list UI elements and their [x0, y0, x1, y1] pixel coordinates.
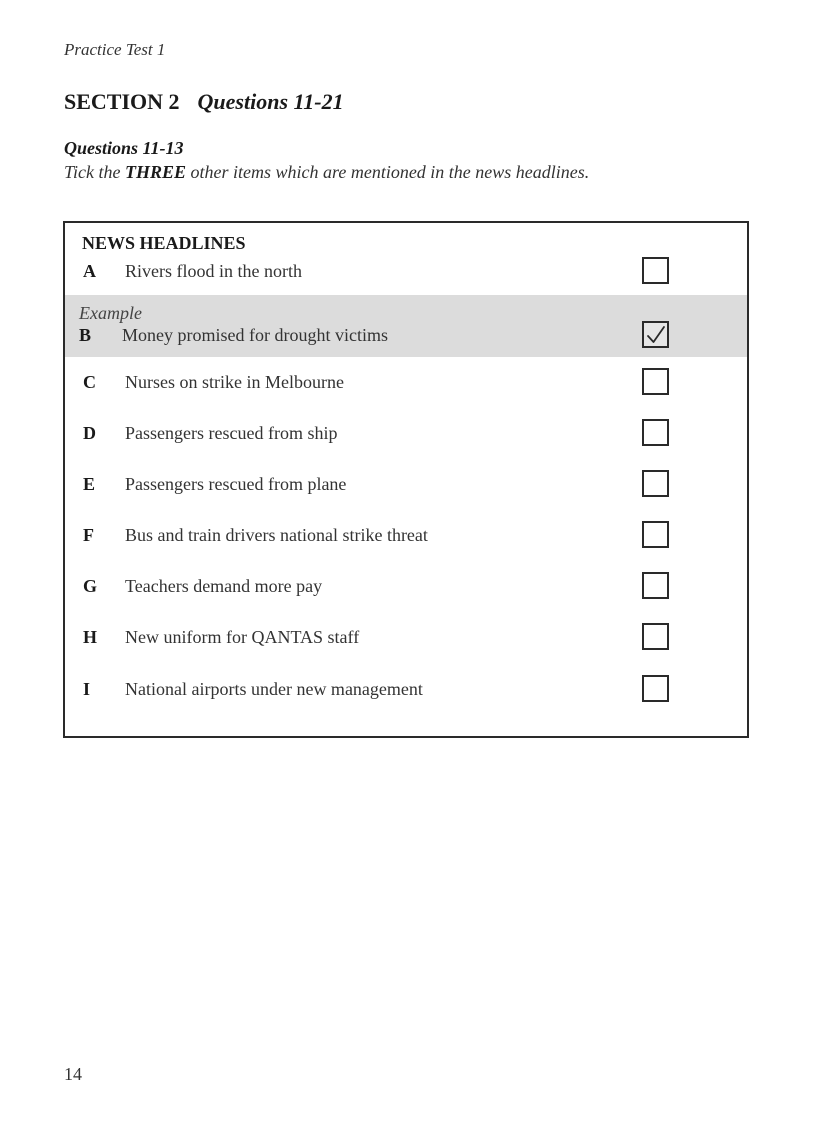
headline-row-h — [65, 623, 747, 653]
headline-row-d — [65, 419, 747, 449]
headline-checkbox-f[interactable] — [642, 521, 669, 548]
instruction-emphasis: THREE — [125, 162, 187, 182]
headline-letter: E — [83, 474, 96, 494]
instruction-text — [64, 162, 589, 183]
headline-letter: G — [83, 576, 98, 596]
headline-text: Passengers rescued from plane — [125, 474, 347, 494]
question-heading: Questions 11-13 — [64, 138, 184, 158]
headline-text: Bus and train drivers national strike threat — [125, 525, 428, 545]
instruction-suffix: other items which are mentioned in the news headlines. — [190, 162, 590, 182]
headline-row-c — [65, 368, 747, 398]
page-number: 14 — [64, 1064, 82, 1084]
headline-text: National airports under new management — [125, 679, 423, 699]
news-headlines-box — [63, 221, 749, 738]
headline-letter: B — [79, 325, 92, 345]
headline-letter: F — [83, 525, 94, 545]
headline-checkbox-a[interactable] — [642, 257, 669, 284]
headline-checkbox-h[interactable] — [642, 623, 669, 650]
headline-checkbox-c[interactable] — [642, 368, 669, 395]
headline-checkbox-d[interactable] — [642, 419, 669, 446]
headline-letter: I — [83, 679, 91, 699]
checkmark-icon — [646, 325, 666, 345]
headline-row-a — [65, 257, 747, 287]
headline-row-f — [65, 521, 747, 551]
headline-text: Nurses on strike in Melbourne — [125, 372, 344, 392]
headline-text: New uniform for QANTAS staff — [125, 627, 360, 647]
headline-row-b — [65, 321, 747, 351]
headline-text: Money promised for drought victims — [122, 325, 388, 345]
headline-text: Teachers demand more pay — [125, 576, 323, 596]
section-label: SECTION 2 — [64, 89, 180, 114]
running-header: Practice Test 1 — [64, 40, 166, 59]
headline-row-g — [65, 572, 747, 602]
headline-row-i — [65, 675, 747, 705]
headline-checkbox-b[interactable] — [642, 321, 669, 348]
section-question-range: Questions 11-21 — [197, 89, 344, 114]
headline-checkbox-e[interactable] — [642, 470, 669, 497]
headline-letter: H — [83, 627, 98, 647]
headline-checkbox-g[interactable] — [642, 572, 669, 599]
headline-letter: A — [83, 261, 96, 281]
headline-row-e — [65, 470, 747, 500]
headline-letter: C — [83, 372, 96, 392]
news-box-title: NEWS HEADLINES — [82, 233, 246, 253]
headline-checkbox-i[interactable] — [642, 675, 669, 702]
instruction-prefix: Tick the — [64, 162, 121, 182]
headline-letter: D — [83, 423, 96, 443]
headline-text: Passengers rescued from ship — [125, 423, 338, 443]
headline-text: Rivers flood in the north — [125, 261, 302, 281]
example-label: Example — [79, 303, 142, 323]
section-title — [64, 89, 344, 115]
